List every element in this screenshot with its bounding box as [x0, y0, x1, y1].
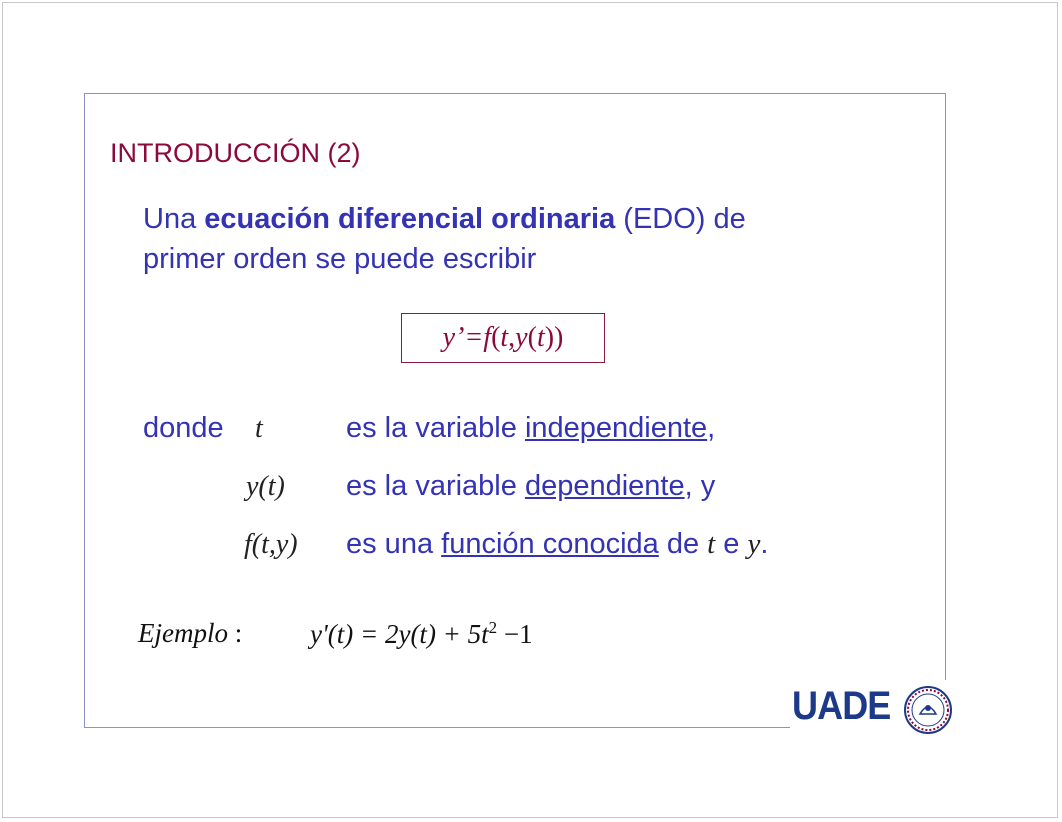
logo-text: UADE — [792, 684, 891, 728]
formula: y’=f(t,y(t)) — [442, 322, 564, 353]
var-y-t: y(t) — [246, 471, 285, 502]
example-label: Ejemplo : — [138, 618, 243, 648]
link-funcion-conocida: función conocida — [441, 528, 659, 560]
example-exponent: 2 — [488, 618, 498, 637]
var-t: t — [255, 413, 263, 444]
definition-row-2: es la variable dependiente, y — [346, 470, 716, 502]
intro-bold: ecuación diferencial ordinaria — [204, 203, 616, 235]
slide-title: INTRODUCCIÓN (2) — [110, 138, 361, 168]
intro-line2: primer orden se puede escribir — [143, 243, 537, 275]
university-seal-icon — [902, 684, 954, 736]
intro-part2: (EDO) de — [615, 203, 746, 235]
definition-row-1: es la variable independiente, — [346, 412, 716, 444]
donde-label: donde — [143, 412, 224, 444]
example-equation: $y'(t) = 2y(t) + 5t^2 -1$ — [310, 618, 533, 649]
link-dependiente: dependiente — [524, 470, 685, 502]
formula-box — [401, 313, 605, 363]
uade-logo — [792, 680, 954, 740]
link-independiente: independiente — [524, 412, 708, 444]
intro-part1: Una — [143, 203, 205, 235]
definition-row-3: es una función conocida de t e y. — [346, 528, 769, 560]
intro-text — [143, 199, 746, 279]
var-f-t-y: f(t,y) — [244, 529, 298, 560]
